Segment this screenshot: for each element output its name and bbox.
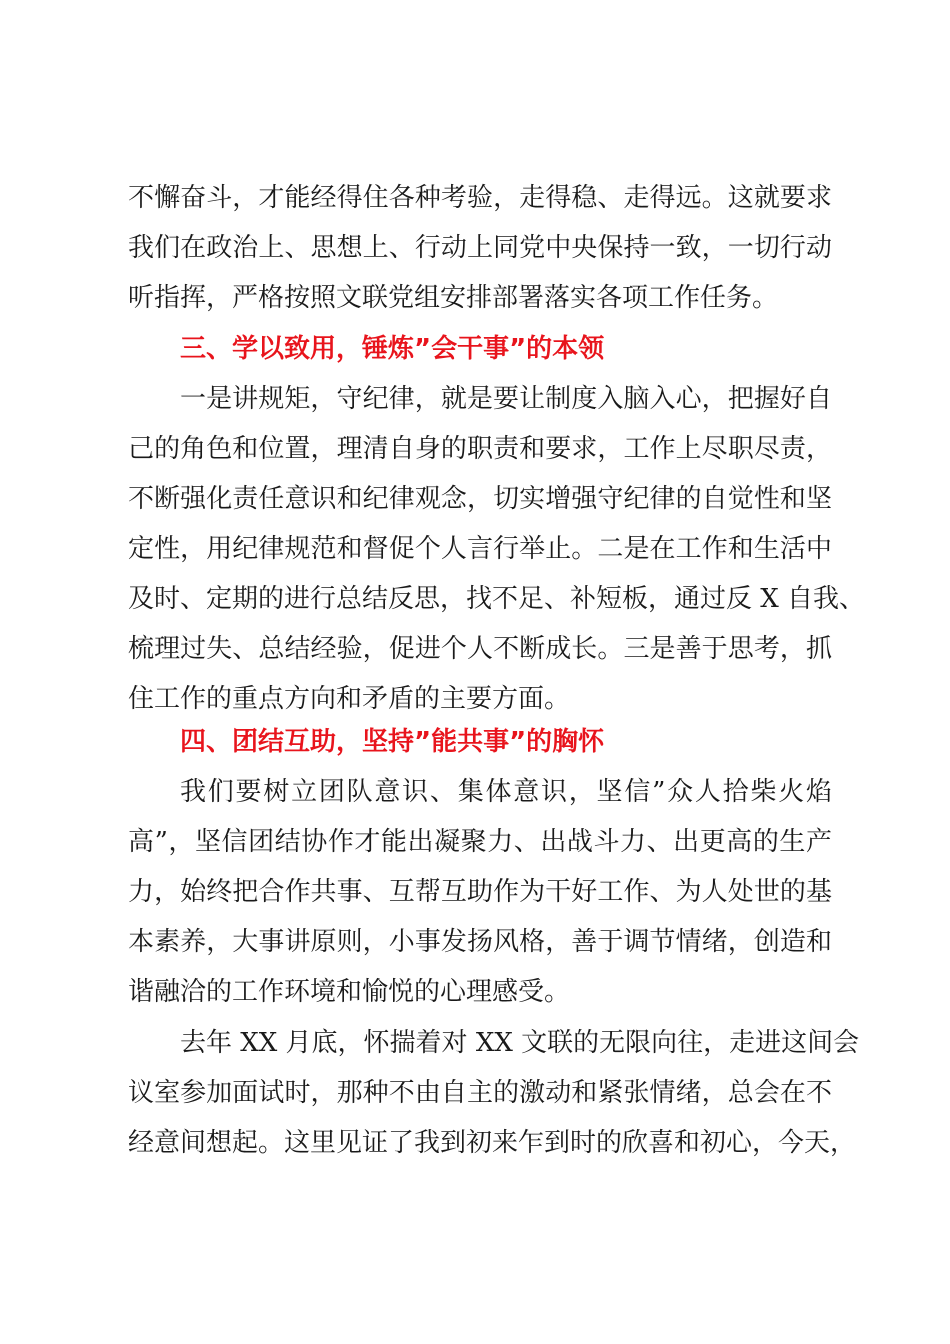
body-line: 不断强化责任意识和纪律观念，切实增强守纪律的自觉性和坚: [128, 484, 832, 514]
body-line: 经意间想起。这里见证了我到初来乍到时的欣喜和初心，今天，: [128, 1128, 857, 1158]
body-line: 己的角色和位置，理清自身的职责和要求，工作上尽职尽责，: [128, 434, 832, 464]
body-line: 一是讲规矩，守纪律，就是要让制度入脑入心，把握好自: [180, 384, 832, 414]
body-line: 高”，坚信团结协作才能出凝聚力、出战斗力、出更高的生产: [128, 827, 832, 857]
body-line: 力，始终把合作共事、互帮互助作为干好工作、为人处世的基: [128, 877, 832, 907]
body-line: 谐融洽的工作环境和愉悦的心理感受。: [128, 977, 571, 1007]
body-line: 住工作的重点方向和矛盾的主要方面。: [128, 684, 571, 714]
body-line: 去年 XX 月底，怀揣着对 XX 文联的无限向往，走进这间会: [180, 1028, 860, 1058]
body-line: 我们要树立团队意识、集体意识，坚信”众人拾柴火焰: [180, 777, 832, 807]
section-heading-3: 三、学以致用，锤炼”会干事”的本领: [180, 334, 605, 364]
body-line: 听指挥，严格按照文联党组安排部署落实各项工作任务。: [128, 283, 779, 313]
body-line: 及时、定期的进行总结反思，找不足、补短板，通过反 X 自我、: [128, 584, 866, 614]
body-line: 本素养，大事讲原则，小事发扬风格，善于调节情绪，创造和: [128, 927, 832, 957]
body-line: 我们在政治上、思想上、行动上同党中央保持一致，一切行动: [128, 233, 832, 263]
body-line: 不懈奋斗，才能经得住各种考验，走得稳、走得远。这就要求: [128, 183, 832, 213]
body-line: 议室参加面试时，那种不由自主的激动和紧张情绪，总会在不: [128, 1078, 832, 1108]
body-line: 梳理过失、总结经验，促进个人不断成长。三是善于思考，抓: [128, 634, 832, 664]
section-heading-4: 四、团结互助，坚持”能共事”的胸怀: [180, 727, 605, 757]
body-line: 定性，用纪律规范和督促个人言行举止。二是在工作和生活中: [128, 534, 832, 564]
